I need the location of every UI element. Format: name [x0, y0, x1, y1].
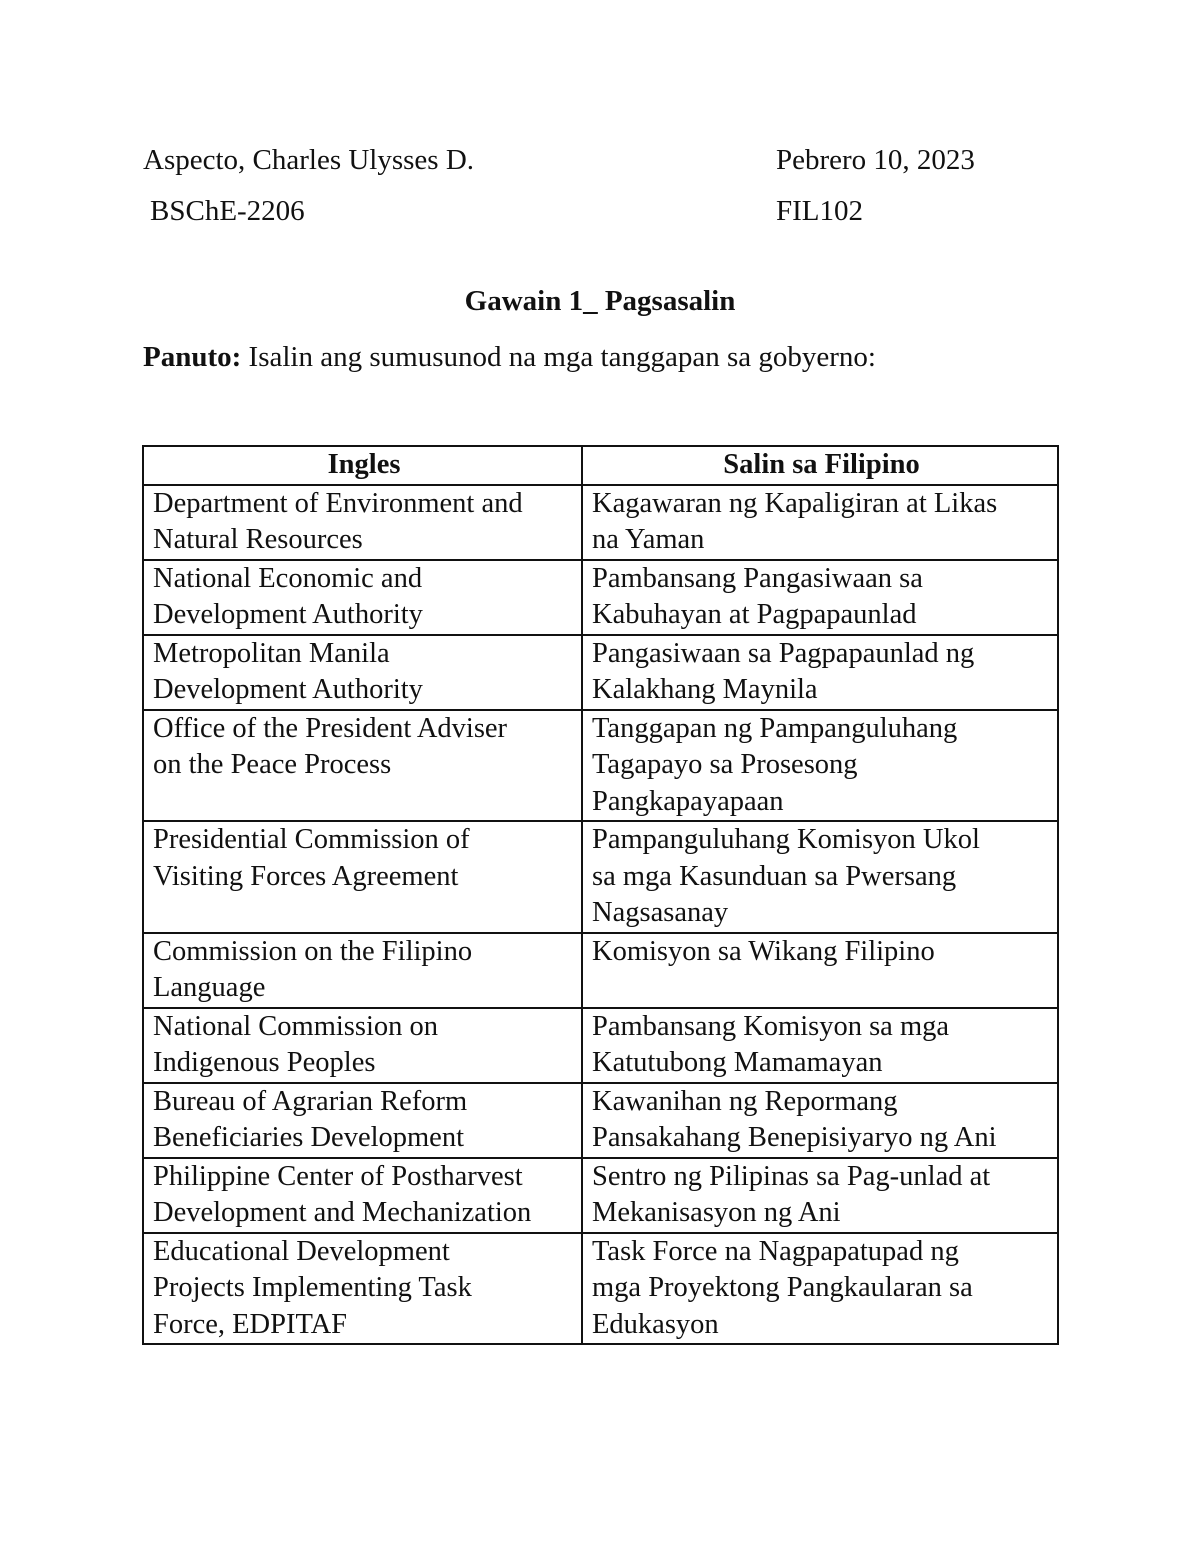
english-cell	[143, 1008, 582, 1083]
table-row	[143, 1158, 1058, 1233]
english-cell	[143, 1083, 582, 1158]
table-row	[143, 1083, 1058, 1158]
course-code: FIL102	[776, 195, 863, 227]
page-title: Gawain 1_ Pagsasalin	[464, 285, 736, 317]
filipino-cell	[582, 1233, 1058, 1345]
filipino-translation: Pambansang Pangasiwaan sa Kabuhayan at Pagpapaunlad	[592, 562, 923, 630]
english-term: Office of the President Adviser on the Peace Process	[153, 712, 508, 780]
english-cell	[143, 821, 582, 933]
filipino-translation: Pampanguluhang Komisyon Ukol sa mga Kasunduan sa Pwersang Nagsasanay	[592, 824, 980, 928]
filipino-cell	[582, 710, 1058, 822]
table-header-row	[143, 446, 1058, 485]
table-row	[143, 1233, 1058, 1345]
table-row	[143, 1008, 1058, 1083]
filipino-cell	[582, 821, 1058, 933]
filipino-cell	[582, 1008, 1058, 1083]
table-row	[143, 710, 1058, 822]
filipino-translation: Sentro ng Pilipinas sa Pag-unlad at Mekanisasyon ng Ani	[592, 1160, 991, 1228]
instruction-text: Isalin ang sumusunod na mga tanggapan sa gobyerno:	[248, 341, 876, 373]
table-row	[143, 485, 1058, 560]
instruction	[143, 339, 876, 375]
table-body	[143, 485, 1058, 1345]
english-term: Educational Development Projects Implementing Task Force, EDPITAF	[153, 1235, 472, 1340]
filipino-cell	[582, 560, 1058, 635]
student-name: Aspecto, Charles Ulysses D.	[143, 144, 475, 176]
english-cell	[143, 933, 582, 1008]
filipino-cell	[582, 485, 1058, 560]
filipino-translation: Tanggapan ng Pampanguluhang Tagapayo sa Prosesong Pangkapayapaan	[592, 712, 958, 817]
filipino-cell	[582, 635, 1058, 710]
english-cell	[143, 560, 582, 635]
table-row	[143, 635, 1058, 710]
english-term: National Commission on Indigenous Peoples	[153, 1010, 438, 1078]
table-row	[143, 821, 1058, 933]
instruction-label: Panuto:	[143, 341, 242, 373]
filipino-translation: Pambansang Komisyon sa mga Katutubong Mamamayan	[592, 1010, 950, 1078]
english-term: Department of Environment and Natural Resources	[153, 487, 523, 555]
english-term: Bureau of Agrarian Reform Beneficiaries Development	[153, 1085, 468, 1153]
column-header-english: Ingles	[143, 446, 582, 485]
english-term: Commission on the Filipino Language	[153, 935, 473, 1003]
filipino-translation: Komisyon sa Wikang Filipino	[592, 935, 935, 967]
english-term: Metropolitan Manila Development Authority	[153, 637, 423, 705]
column-header-filipino: Salin sa Filipino	[582, 446, 1058, 485]
filipino-cell	[582, 933, 1058, 1008]
table-row	[143, 560, 1058, 635]
english-term: Philippine Center of Postharvest Development and Mechanization	[153, 1160, 532, 1228]
english-term: Presidential Commission of Visiting Forces Agreement	[153, 824, 470, 892]
submission-date: Pebrero 10, 2023	[776, 144, 975, 176]
filipino-translation: Pangasiwaan sa Pagpapaunlad ng Kalakhang Maynila	[592, 637, 975, 705]
translation-table	[142, 445, 1059, 1345]
student-section: BSChE-2206	[150, 195, 305, 227]
filipino-translation: Kawanihan ng Repormang Pansakahang Benepisiyaryo ng Ani	[592, 1085, 997, 1153]
english-cell	[143, 710, 582, 822]
english-cell	[143, 635, 582, 710]
english-term: National Economic and Development Authority	[153, 562, 423, 630]
filipino-cell	[582, 1083, 1058, 1158]
filipino-translation: Task Force na Nagpapatupad ng mga Proyektong Pangkaularan sa Edukasyon	[592, 1235, 973, 1340]
english-cell	[143, 485, 582, 560]
filipino-translation: Kagawaran ng Kapaligiran at Likas na Yaman	[592, 487, 998, 555]
english-cell	[143, 1233, 582, 1345]
english-cell	[143, 1158, 582, 1233]
table-row	[143, 933, 1058, 1008]
filipino-cell	[582, 1158, 1058, 1233]
